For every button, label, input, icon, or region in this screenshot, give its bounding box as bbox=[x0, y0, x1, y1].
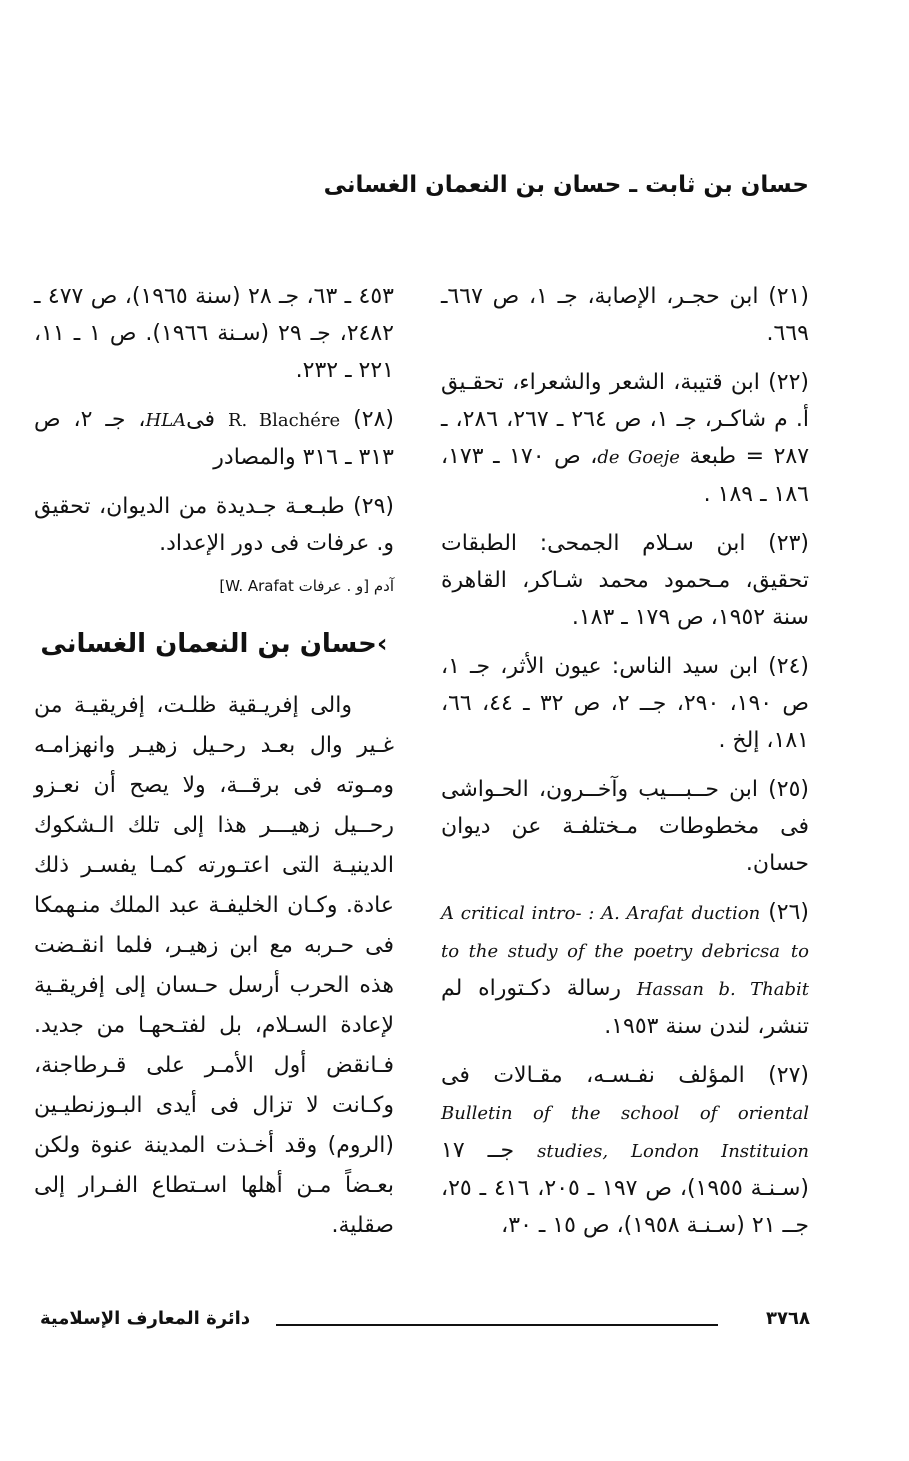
footnote-27-volume: جــ ١٧ bbox=[441, 1138, 515, 1163]
author-signature: آدم [و . عرفات W. Arafat] bbox=[219, 577, 394, 595]
footnote-24: (٢٤) ابن سيد الناس: عيون الأثر، جـ ١، ص ١٩٠، ٢٩٠، جــ ٢، ص ٣٢ ـ ٤٤، ٦٦، ١٨١، إلخ . bbox=[441, 654, 810, 753]
footnote-27 bbox=[441, 1057, 809, 1244]
footnote-26-latin-c: to Hassan b. Thabit bbox=[636, 941, 810, 1000]
footer-rule bbox=[276, 1324, 718, 1326]
footnote-21: (٢١) ابن حجـر، الإصابة، جـ ١، ص ٦٦٧ـ ٦٦٩. bbox=[441, 284, 810, 346]
footnote-28 bbox=[34, 401, 394, 476]
footnote-22-pages: ص ١٧٠ ـ ١٧٣، ١٨٦ ـ ١٨٩ . bbox=[441, 444, 809, 507]
footnote-26-latin-a: A critical intro- : A. Arafat bbox=[441, 903, 684, 924]
footnote-26-number: (٢٦) bbox=[768, 900, 810, 925]
footnote-29: (٢٩) طبـعـة جـديدة من الديوان، تحقيق و. عرفات فى دور الإعداد. bbox=[34, 494, 394, 556]
footnote-23: (٢٣) ابن سـلام الجمحى: الطبقات تحقيق، مـحمود محمد شـاكر، القاهرة سنة ١٩٥٢، ص ١٧٩ ـ ١٨٣. bbox=[441, 531, 809, 630]
footnote-28-in: فى bbox=[186, 407, 216, 432]
footnote-22-latin: de Goeje bbox=[597, 447, 680, 468]
article-body: والى إفريـقية ظلـت، إفريقيـة من غـير وال بعـد رحـيل زهيـر وانهزامـه ومـوته فى برقــة، ولا يصح أن نعـزو رحــيل زهيـــر هذا إلى تلك الـشكوك الدينيـة التى اعتـورته كمـا يفسـر ذلك عادة. وكـان الخليفـة عبد الملك منـهمكا فى حـربه مع ابن زهيـر، فلما انقـضت هذه الحرب أرسل حـسان إلى إفريقـية لإعادة السـلام، بل لفتـحهـا من جديد. فـانقض أول الأمـر على قـرطاجنة، وكـانت لا تزال فى أيدى البـوزنطيـين (الروم) وقد أخـذت المدينة عنوة ولكن بعـضاً مـن أهلها اسـتطاع الفـرار إلى صقلية. bbox=[34, 693, 394, 1238]
journal-name: دائرة المعارف الإسلامية bbox=[40, 1308, 251, 1329]
footnote-22-text: (٢٢) ابن قتيبة، الشعر والشعراء، تحقـيق أ. م شاكـر، جـ ١، ص ٢٦٤ ـ ٢٦٧، ٢٨٦، ـ ٢٨٧ = طبعة bbox=[441, 370, 810, 469]
footnote-28-number: (٢٨) bbox=[353, 407, 394, 432]
footnote-27-latin-b: London Instituion bbox=[631, 1141, 810, 1162]
page-number: ٣٧٦٨ bbox=[766, 1308, 810, 1329]
page-footer bbox=[40, 1308, 810, 1338]
footnote-26 bbox=[441, 894, 809, 1045]
footnote-25: (٢٥) ابن حــبـــيب وآخــرون، الحـواشى فى مخطوطات مـختلفـة عن ديوان حسان. bbox=[441, 777, 809, 876]
footnote-28-author: R. Blachére bbox=[227, 410, 341, 431]
running-header: حسان بن ثابت ـ حسان بن النعمان الغسانى bbox=[323, 172, 809, 198]
footnote-28-hla: HLA bbox=[145, 410, 187, 431]
footnote-22: (٢٢) ابن قتيبة، الشعر والشعراء، تحقـيق أ. م شاكـر، جـ ١، ص ٢٦٤ ـ ٢٦٧، ٢٨٦، ـ ٢٨٧ = طبعة de Goeje، ص ١٧٠ ـ ١٧٣، ١٨٦ ـ ١٨٩ . bbox=[441, 370, 810, 507]
footnote-27-latin-a: Bulletin of the school of oriental studies, bbox=[441, 1103, 809, 1162]
footnote-27-continued: ٤٥٣ ـ ٦٣، جـ ٢٨ (سنة ١٩٦٥)، ص ٤٧٧ ـ ٢٤٨٢، جـ ٢٩ (سـنة ١٩٦٦). ص ١ ـ ١١، ٢٢١ ـ ٢٣٢. bbox=[34, 284, 394, 383]
footnote-27-text: (٢٧) المؤلف نفـسـه، مقـالات فى bbox=[441, 1063, 809, 1088]
footnote-26-text: رسالة دكـتوراه لم تنشر، لندن سنة ١٩٥٣. bbox=[441, 976, 809, 1039]
left-column bbox=[34, 278, 394, 1246]
right-column bbox=[441, 278, 809, 1256]
footnote-27-pages: (سـنـة ١٩٥٥)، ص ١٩٧ ـ ٢٠٥، ٤١٦ ـ ٢٥، جــ ٢١ (سـنـة ١٩٥٨)، ص ١٥ ـ ٣٠، bbox=[441, 1176, 810, 1238]
article-title: ›حسان بن النعمان الغسانى bbox=[40, 629, 388, 659]
footnote-26-latin-b: duction to the study of the poetry debricsa bbox=[441, 903, 781, 962]
footnote-28-rest: ، جـ ٢، ص ٣١٣ ـ ٣١٦ والمصادر bbox=[34, 407, 394, 470]
